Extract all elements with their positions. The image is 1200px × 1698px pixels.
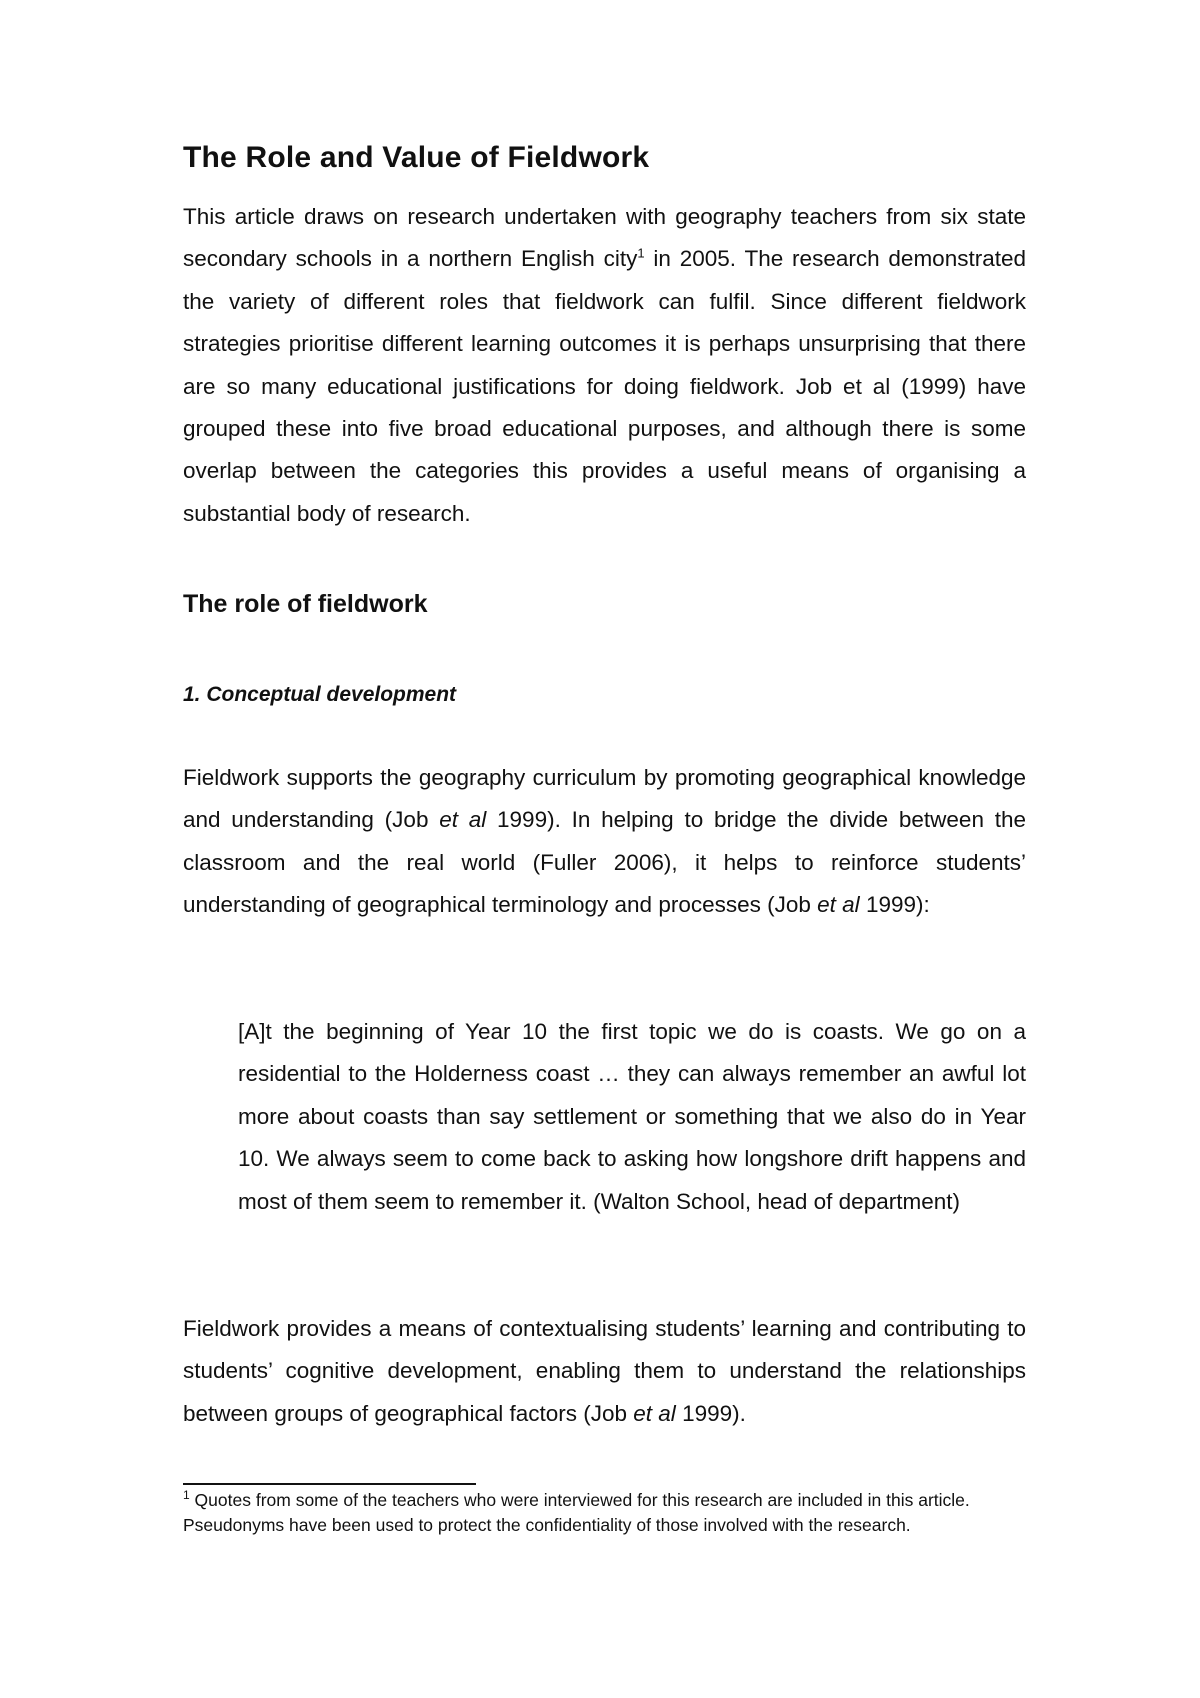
document-title: The Role and Value of Fieldwork [183,141,650,174]
body-paragraph-1 [183,757,1026,927]
text-run: Fieldwork supports the geography curriculum by promoting geographical knowledge and understanding (Job [183,765,1026,833]
text-run: Fieldwork provides a means of contextualising students’ learning and contributing to students’ cognitive development, enabling them to understand the relationships between groups of geographical factors (Job [183,1316,1026,1426]
text-run: [A]t the beginning of Year 10 the first topic we do is coasts. We go on a residential to the Holderness coast … they can always remember an awful lot more about coasts than say settlement or something that we also do in Year 10. We always seem to come back to asking how longshore drift happens and most of them seem to remember it. (Walton School, head of department) [238,1019,1026,1214]
text-run: This article draws on research undertaken with geography teachers from six state secondary schools in a northern English city [183,204,1026,272]
text-run: 1999): [859,892,930,918]
subsection-heading: 1. Conceptual development [183,683,457,706]
text-run: 1999). [675,1400,746,1426]
intro-paragraph [183,196,1026,535]
italic-text: et al [439,807,487,833]
text-run: Quotes from some of the teachers who were interviewed for this research are included in this article. Pseudonyms have been used to protect the confidentiality of those involved with the research. [183,1490,970,1535]
body-paragraph-2 [183,1308,1026,1435]
footnote-divider [183,1483,476,1485]
footnote-marker: 1 [183,1488,190,1503]
footnote [183,1488,1026,1537]
block-quote [238,1011,1026,1223]
italic-text: et al [633,1400,676,1426]
text-run: 1999). In helping to bridge the divide between the classroom and the real world (Fuller 2006), it helps to reinforce students’ understanding of geographical terminology and processes (Job [183,807,1026,918]
footnote-marker: 1 [637,245,645,261]
italic-text: et al [817,892,860,918]
text-run: in 2005. The research demonstrated the variety of different roles that fieldwork can fulfil. Since different fieldwork strategies prioritise different learning outcomes it is perhaps unsurprising that there are so many educational justifications for doing fieldwork. Job et al (1999) have grouped these into five broad educational purposes, and although there is some overlap between the categories this provides a useful means of organising a substantial body of research. [183,246,1026,526]
section-heading: The role of fieldwork [183,590,428,618]
